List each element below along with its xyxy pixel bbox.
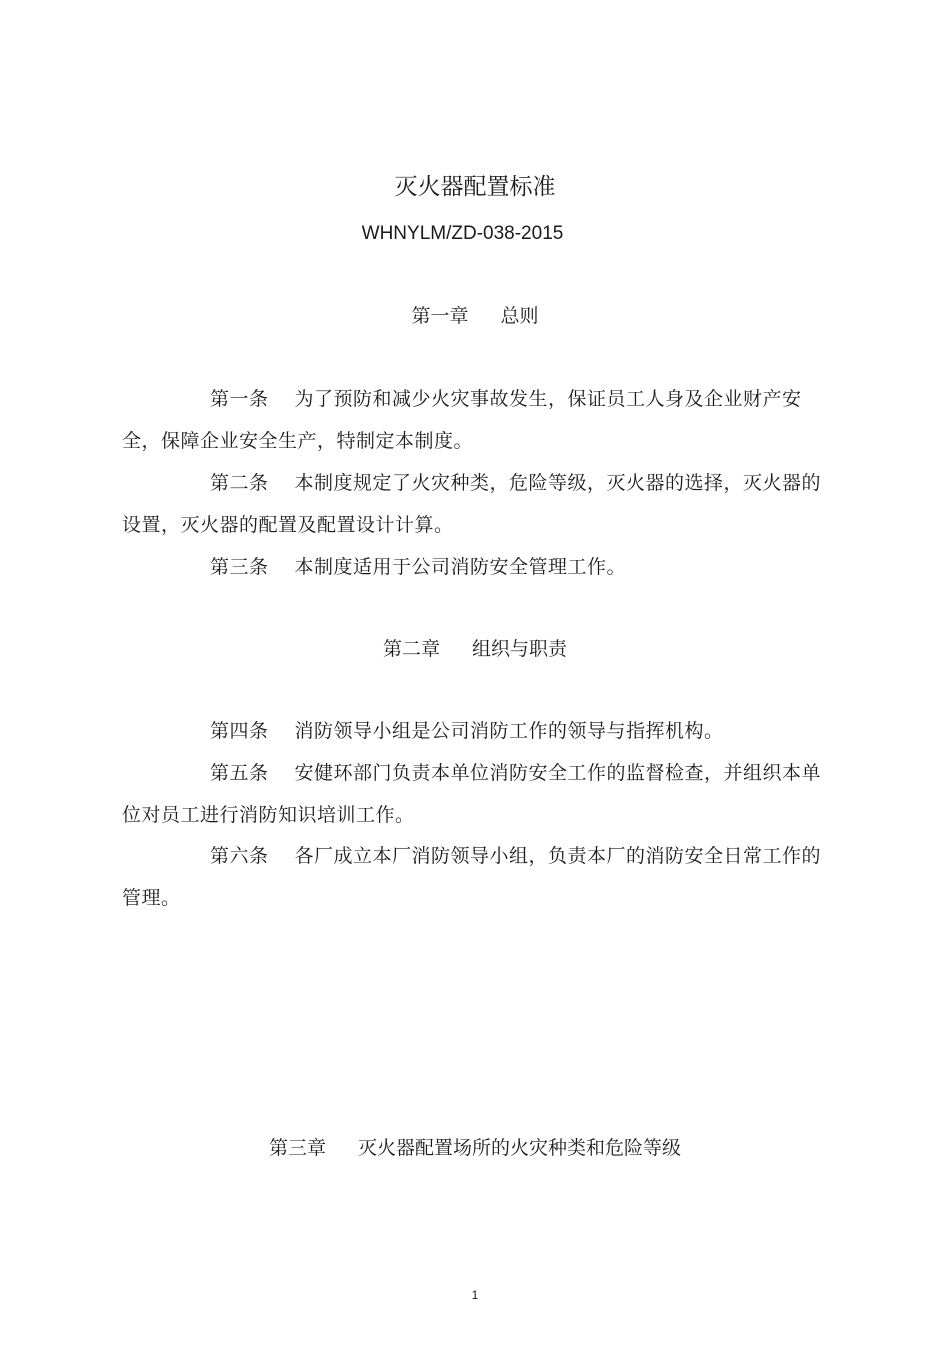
- document-code: WHNYLM/ZD-038-2015: [361, 223, 564, 244]
- article-number: 第一条: [210, 388, 269, 410]
- article-text: 消防领导小组是公司消防工作的领导与指挥机构。: [294, 720, 724, 742]
- chapter-heading-2: [0, 634, 950, 664]
- article-text: 各厂成立本厂消防领导小组，负责本厂的消防安全日常工作的管理。: [122, 845, 822, 909]
- article-4: [122, 710, 832, 752]
- article-text: 为了预防和减少火灾事故发生，保证员工人身及企业财产安全，保障企业安全生产，特制定本制度。: [122, 388, 802, 452]
- page-number: 1: [471, 1288, 479, 1302]
- chapter-heading-3: [0, 1133, 950, 1163]
- article-number: 第三条: [210, 556, 269, 578]
- article-5: [122, 752, 832, 836]
- article-text: 本制度适用于公司消防安全管理工作。: [294, 556, 627, 578]
- article-1: [122, 378, 832, 462]
- chapter-number: 第一章: [411, 305, 469, 327]
- article-text: 本制度规定了火灾种类，危险等级，灭火器的选择，灭火器的设置，灭火器的配置及配置设计计算。: [122, 472, 822, 536]
- chapter-number: 第二章: [382, 638, 440, 660]
- chapter-title: 灭火器配置场所的火灾种类和危险等级: [358, 1137, 682, 1159]
- chapter-title: 组织与职责: [472, 638, 568, 660]
- article-2: [122, 462, 832, 546]
- article-3: [122, 546, 832, 588]
- chapter-number: 第三章: [268, 1137, 326, 1159]
- document-title: 灭火器配置标准: [394, 174, 556, 200]
- article-number: 第六条: [210, 845, 269, 867]
- article-text: 安健环部门负责本单位消防安全工作的监督检查，并组织本单位对员工进行消防知识培训工作。: [122, 762, 822, 826]
- chapter-heading-1: [0, 301, 950, 331]
- article-number: 第二条: [210, 472, 269, 494]
- chapter-title: 总则: [500, 305, 539, 327]
- article-number: 第五条: [210, 762, 269, 784]
- article-6: [122, 835, 832, 919]
- article-number: 第四条: [210, 720, 269, 742]
